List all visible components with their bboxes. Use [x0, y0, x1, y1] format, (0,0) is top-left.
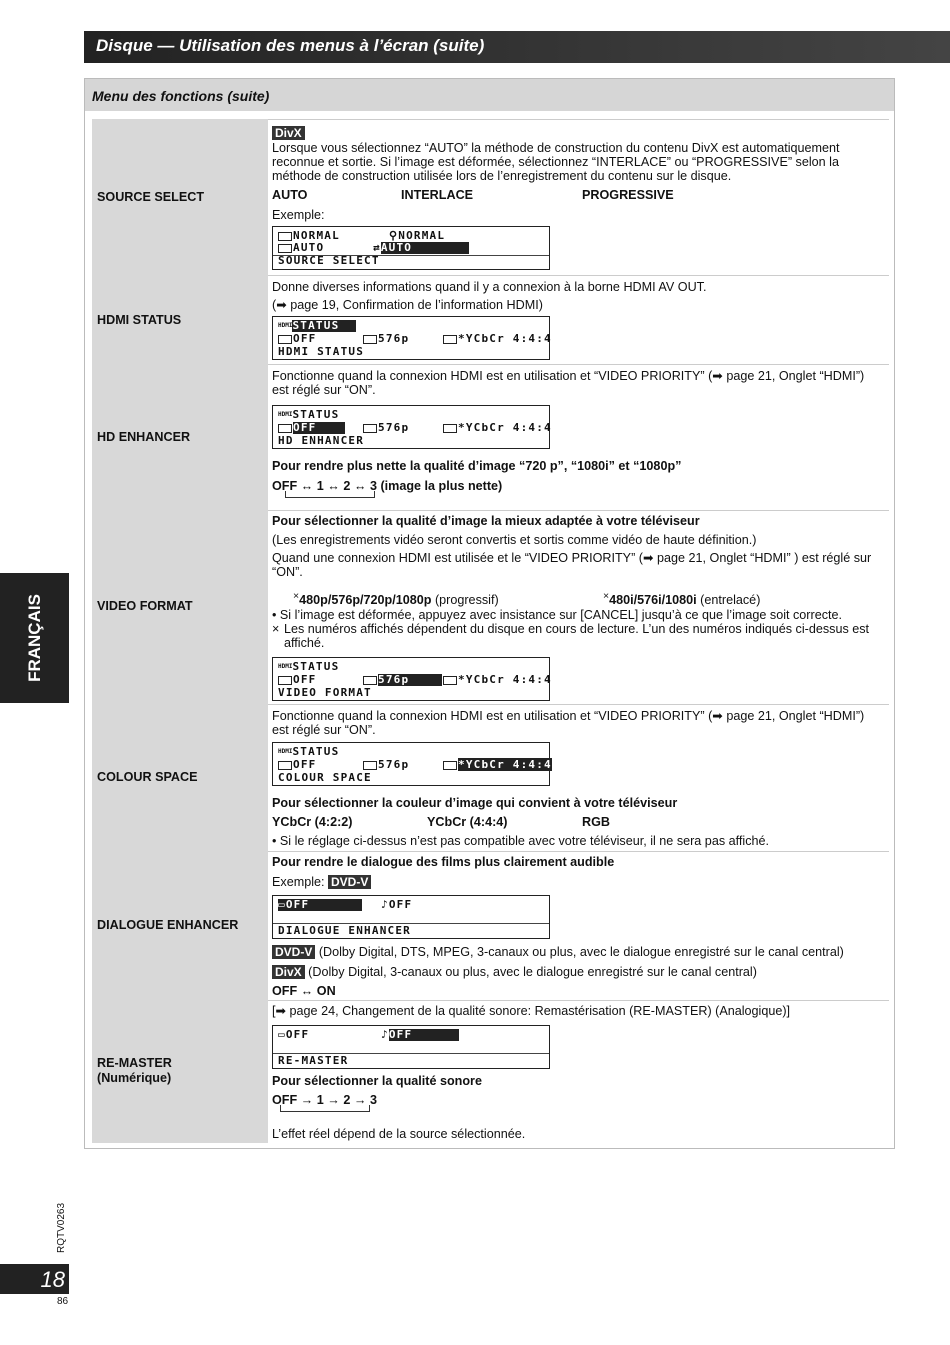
page-number: 18 [40, 1267, 65, 1292]
osd-footer: SOURCE SELECT [278, 254, 380, 267]
paragraph: “ON”. [272, 565, 303, 579]
cycle-arrow [280, 1105, 370, 1112]
format-icon [363, 335, 377, 344]
row-label: SOURCE SELECT [97, 190, 205, 204]
option-interlace: INTERLACE [401, 188, 474, 202]
page-number-box [0, 1264, 69, 1294]
osd-footer: HD ENHANCER [278, 434, 365, 447]
row-label: DIALOGUE ENHANCER [97, 918, 239, 932]
row-colour-space [92, 704, 889, 851]
paragraph: (Les enregistrements vidéo seront convertis et sortis comme vidéo de haute définition.) [272, 533, 757, 547]
colour-icon [443, 761, 457, 770]
osd-footer: RE-MASTER [278, 1054, 349, 1067]
language-label: FRANÇAIS [24, 594, 44, 682]
paragraph: Donne diverses informations quand il y a connexion à la borne HDMI AV OUT. [272, 280, 707, 294]
paragraph: méthode de construction utilisée lors de l’enregistrement du contenu sur le disque. [272, 169, 732, 183]
format-interlaced: ×480i/576i/1080i (entrelacé) [603, 590, 761, 608]
source-icon: ⇄ [373, 241, 381, 254]
dvdv-badge: DVD-V [272, 945, 315, 959]
enhancer-icon [278, 335, 292, 344]
remaster-icon: ♪ [381, 898, 389, 911]
osd-dialogue-enhancer: ▭OFF ♪OFF DIALOGUE ENHANCER [272, 895, 550, 939]
bold-heading: Pour rendre le dialogue des films plus clairement audible [272, 855, 615, 869]
picture-icon [278, 244, 292, 253]
option-ycbcr444: YCbCr (4:4:4) [427, 815, 508, 829]
paragraph: [➡ page 24, Changement de la qualité sonore: Remastérisation (RE-MASTER) (Analogique)] [272, 1004, 791, 1018]
cycle-arrow [285, 491, 375, 498]
colour-icon [443, 335, 457, 344]
divx-badge: DivX [272, 126, 305, 140]
osd-hdmi-status: $^{HDMI}$STATUS OFF 576p *YCbCr 4:4:4 HDMI STATUS [272, 316, 550, 360]
row-dialogue-enhancer [92, 851, 889, 1000]
paragraph: reconnue et sortie. Si l’image est déformée, sélectionnez “INTERLACE” ou “PROGRESSIVE” selon la [272, 155, 839, 169]
video-icon [278, 232, 292, 241]
bullet: • Si l’image est déformée, appuyez avec insistance sur [CANCEL] jusqu’à ce que l’image soit correcte. [272, 608, 842, 622]
paragraph: (Dolby Digital, DTS, MPEG, 3-canaux ou plus, avec le dialogue enregistré sur le canal central) [315, 945, 844, 959]
osd-footer: HDMI STATUS [278, 345, 365, 358]
osd-video-format: $^{HDMI}$STATUS OFF 576p *YCbCr 4:4:4 VIDEO FORMAT [272, 657, 550, 701]
bullet: • Si le réglage ci-dessus n’est pas compatible avec votre téléviseur, il ne sera pas affiché. [272, 834, 769, 848]
highlight-576p: 576p [378, 674, 442, 686]
paragraph: Fonctionne quand la connexion HDMI est en utilisation et “VIDEO PRIORITY” (➡ page 21, Onglet “HDMI”) [272, 709, 865, 723]
osd-footer: VIDEO FORMAT [278, 686, 372, 699]
option-rgb: RGB [582, 815, 610, 829]
bold-heading: Pour sélectionner la qualité d’image la mieux adaptée à votre téléviseur [272, 514, 700, 528]
osd-hd-enhancer: $^{HDMI}$STATUS OFF 576p *YCbCr 4:4:4 HD ENHANCER [272, 405, 550, 449]
divx-badge: DivX [272, 965, 305, 979]
dialogue-icon: ▭ [278, 1028, 286, 1041]
option-ycbcr422: YCbCr (4:2:2) [272, 815, 353, 829]
sub-page-number: 86 [57, 1296, 69, 1307]
bold-heading: Pour sélectionner la qualité sonore [272, 1074, 482, 1088]
section-title: Menu des fonctions (suite) [92, 88, 270, 104]
highlight-ycbcr: *YCbCr 4:4:4 [458, 758, 552, 771]
highlight-off: OFF [389, 1029, 459, 1041]
colour-icon [443, 424, 457, 433]
language-tab [0, 573, 69, 703]
osd-footer: COLOUR SPACE [278, 771, 372, 784]
enhancer-icon [278, 761, 292, 770]
enhancer-icon [278, 676, 292, 685]
paragraph: Lorsque vous sélectionnez “AUTO” la méthode de construction du contenu DivX est automatiquement [272, 141, 840, 155]
bold-heading: Pour rendre plus nette la qualité d’image “720 p”, “1080i” et “1080p” [272, 459, 682, 473]
paragraph: Quand une connexion HDMI est utilisée et le “VIDEO PRIORITY” (➡ page 21, Onglet “HDMI” ) est réglé sur [272, 551, 872, 565]
osd-footer: DIALOGUE ENHANCER [278, 924, 411, 937]
option-auto: AUTO [272, 188, 308, 202]
osd-colour-space: $^{HDMI}$STATUS OFF 576p *YCbCr 4:4:4 COLOUR SPACE [272, 742, 550, 786]
section-header [85, 79, 894, 111]
bold-heading: Pour sélectionner la couleur d’image qui convient à votre téléviseur [272, 796, 678, 810]
footnote: Les numéros affichés dépendent du disque en cours de lecture. L’un des numéros indiqués ci-dessus est [284, 622, 870, 636]
example-label: Exemple: [272, 875, 325, 889]
paragraph: est réglé sur “ON”. [272, 383, 376, 397]
example-label: Exemple: [272, 208, 325, 222]
remaster-icon: ♪ [381, 1028, 389, 1041]
row-label: COLOUR SPACE [97, 770, 198, 784]
dialogue-icon: ▭ [278, 898, 286, 911]
header-bar [84, 31, 950, 63]
dvdv-badge: DVD-V [328, 875, 371, 889]
format-icon [363, 761, 377, 770]
function-menu-section [84, 78, 895, 1149]
setting-sequence: OFF → 1 → 2 → 3 [272, 1093, 377, 1107]
document-code: RQTV0263 [56, 1202, 67, 1253]
format-icon [363, 424, 377, 433]
osd-remaster: ▭OFF ♪OFF RE-MASTER [272, 1025, 550, 1069]
row-label: RE-MASTER [97, 1056, 172, 1070]
footnote: affiché. [284, 636, 325, 650]
magnifier-icon: ⚲ [389, 229, 399, 242]
option-progressive: PROGRESSIVE [582, 188, 674, 202]
colour-icon [443, 676, 457, 685]
footnote-mark: × [272, 622, 280, 636]
setting-sequence: OFF ↔ ON [272, 984, 336, 998]
row-label: HDMI STATUS [97, 313, 182, 327]
row-label: (Numérique) [97, 1071, 172, 1085]
paragraph: est réglé sur “ON”. [272, 723, 376, 737]
paragraph: (➡ page 19, Confirmation de l’information HDMI) [272, 298, 543, 312]
enhancer-icon [278, 424, 292, 433]
highlight-status: STATUS [292, 320, 356, 332]
row-label: HD ENHANCER [97, 430, 191, 444]
row-video-format [92, 510, 889, 704]
osd-source-select: NORMAL ⚲NORMAL AUTO ⇄AUTO SOURCE SELECT [272, 226, 550, 270]
row-source-select [92, 119, 889, 275]
format-icon [363, 676, 377, 685]
setting-sequence: OFF ↔ 1 ↔ 2 ↔ 3 (image la plus nette) [272, 479, 503, 493]
paragraph: (Dolby Digital, 3-canaux ou plus, avec le dialogue enregistré sur le canal central) [304, 965, 757, 979]
highlight-off: OFF [293, 422, 345, 434]
format-progressive: ×480p/576p/720p/1080p (progressif) [293, 590, 499, 608]
row-remaster [92, 1000, 889, 1143]
paragraph: L’effet réel dépend de la source sélectionnée. [272, 1127, 526, 1141]
paragraph: Fonctionne quand la connexion HDMI est en utilisation et “VIDEO PRIORITY” (➡ page 21, Onglet “HDMI”) [272, 369, 865, 383]
page-title: Disque — Utilisation des menus à l’écran (suite) [96, 36, 485, 55]
row-label: VIDEO FORMAT [97, 599, 193, 613]
highlight-off: ▭OFF [278, 899, 362, 911]
row-hd-enhancer [92, 364, 889, 510]
highlight-auto: AUTO [381, 242, 469, 254]
row-hdmi-status [92, 275, 889, 364]
